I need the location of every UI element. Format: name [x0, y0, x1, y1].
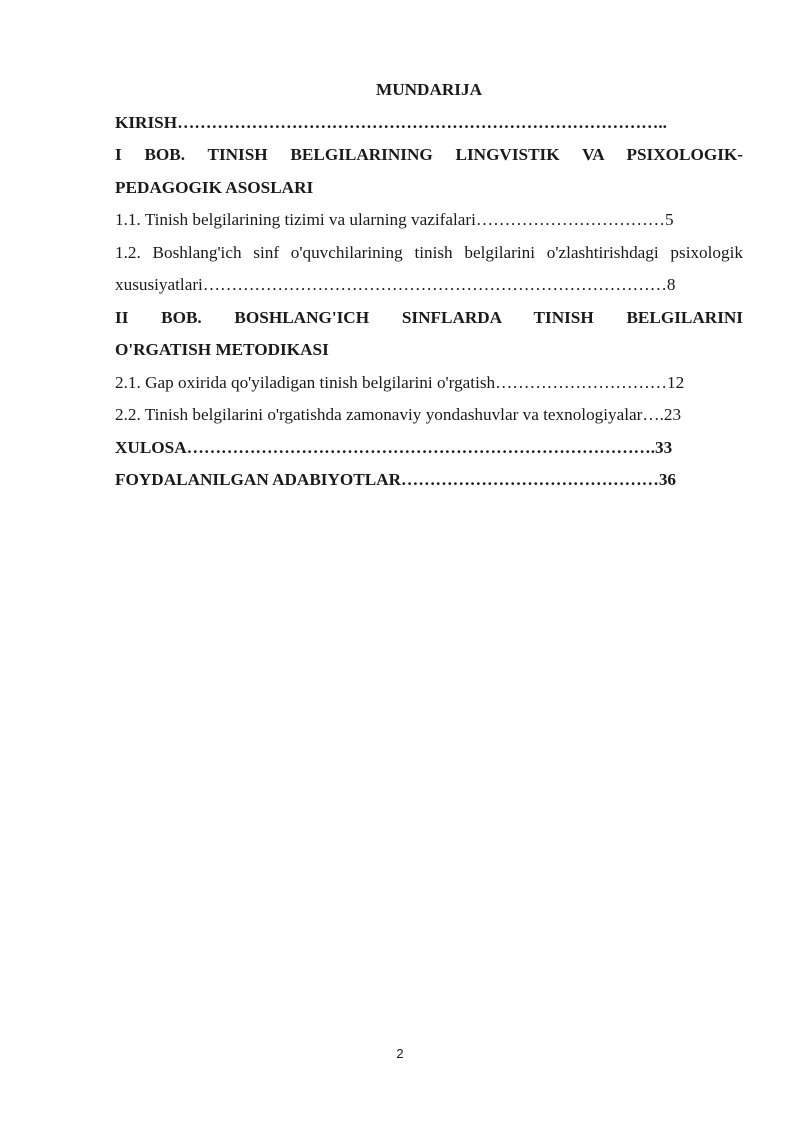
- toc-chapter-1-line-2: PEDAGOGIK ASOSLARI: [115, 177, 314, 197]
- toc-entry-adabiyotlar: FOYDALANILGAN ADABIYOTLAR………………………………………36: [115, 470, 677, 489]
- toc-entry-1-2-line-1: 1.2. Boshlang'ich sinf o'quvchilarining tinish belgilarini o'zlashtirishdagi psixologik: [115, 242, 743, 262]
- toc-entry-1-2-line-2: xususiyatlari………………………………………………………………………8: [115, 275, 676, 294]
- toc-entry-1-1: 1.1. Tinish belgilarining tizimi va ularning vazifalari……………………………5: [115, 210, 674, 229]
- toc-chapter-1-line-1: I BOB. TINISH BELGILARINING LINGVISTIK VA PSIXOLOGIK-: [115, 145, 743, 164]
- toc-chapter-2-line-1: II BOB. BOSHLANG'ICH SINFLARDA TINISH BELGILARINI: [115, 307, 743, 327]
- toc-title: MUNDARIJA: [376, 80, 482, 99]
- toc-entry-xulosa: XULOSA……………………………………………………………………….33: [115, 437, 673, 457]
- toc-entry-kirish: KIRISH…………………………………………………………………………..: [115, 112, 667, 132]
- toc-chapter-2-line-2: O'RGATISH METODIKASI: [115, 340, 329, 359]
- toc-entry-2-1: 2.1. Gap oxirida qo'yiladigan tinish belgilarini o'rgatish…………………………12: [115, 372, 685, 392]
- table-of-contents: [115, 74, 743, 497]
- page-number: 2: [396, 1046, 404, 1061]
- toc-entry-2-2: 2.2. Tinish belgilarini o'rgatishda zamonaviy yondashuvlar va texnologiyalar….23: [115, 405, 682, 424]
